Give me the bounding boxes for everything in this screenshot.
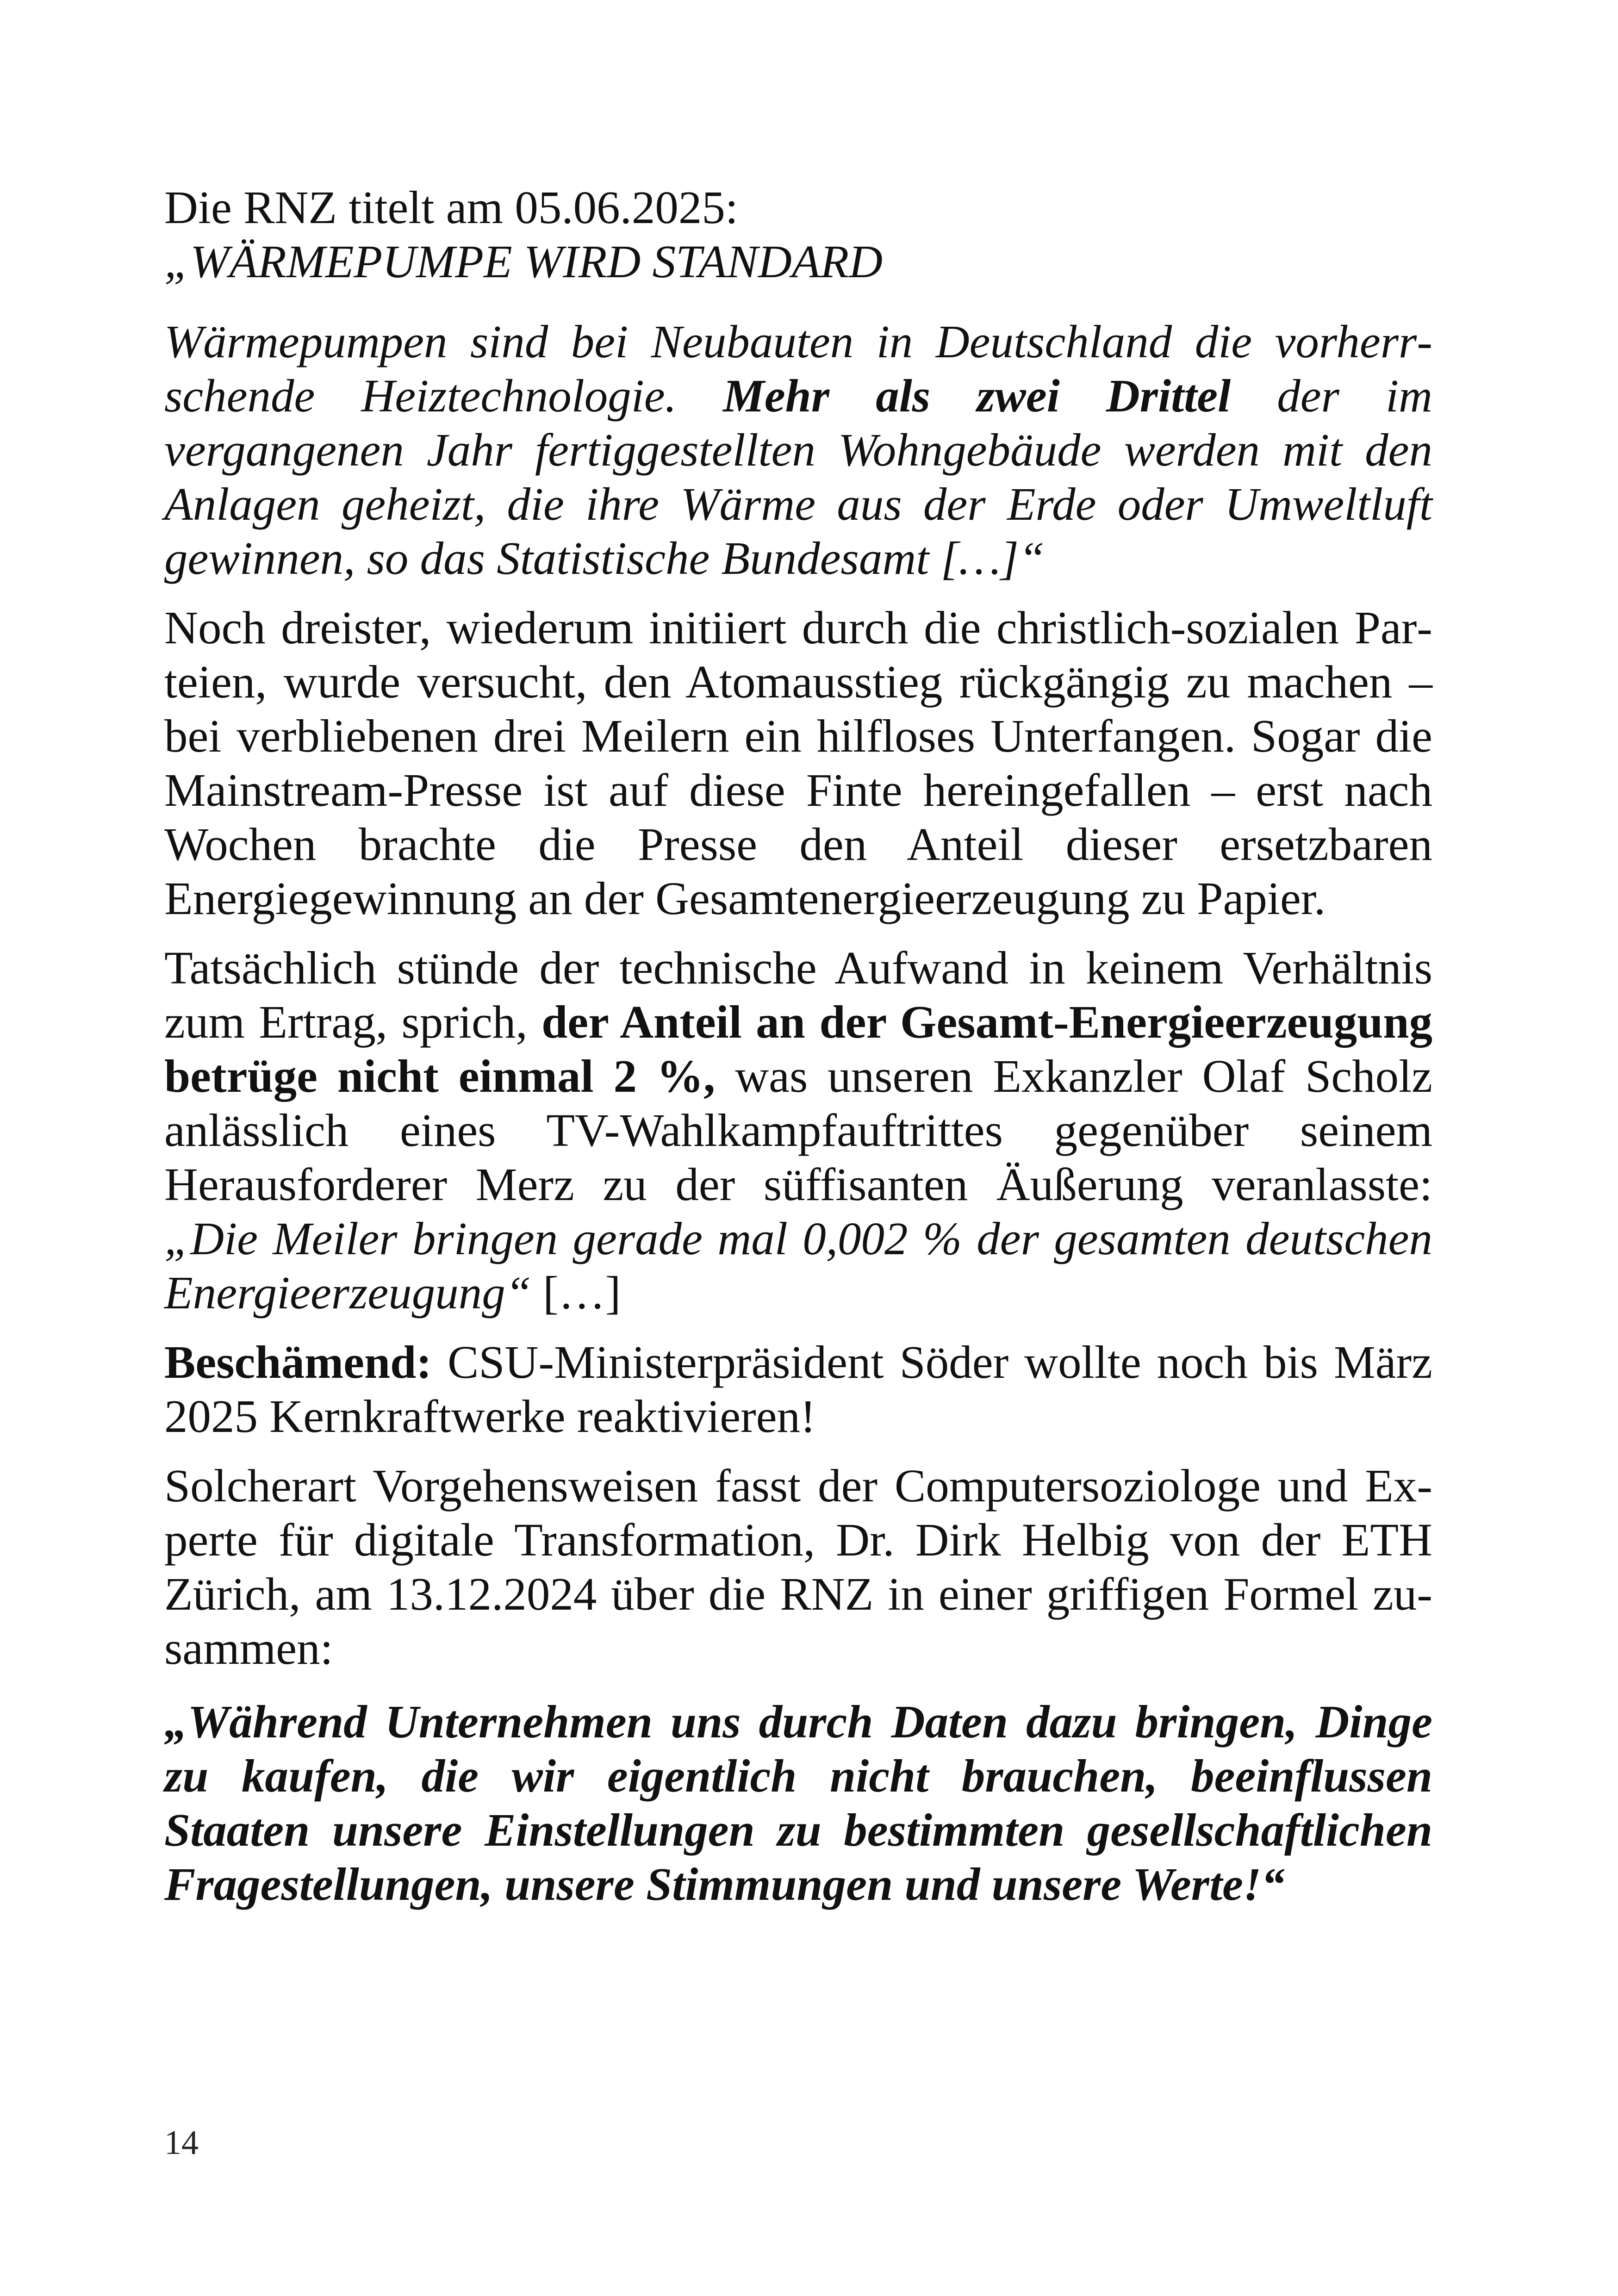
scholz-emphasis: der Anteil an der Gesamt-Energieerzeugung betrüge nicht einmal 2 %,	[164, 996, 1432, 1102]
intro-lead: Die RNZ titelt am 05.06.2025:	[164, 181, 738, 233]
soeder-text: CSU-Ministerpräsident Söder wollte noch bis März 2025 Kernkraftwerke reaktivieren!	[164, 1336, 1432, 1442]
scholz-text-1: Tatsächlich stünde der technische Aufwand in keinem Verhältnis zum Ertrag, sprich,	[164, 942, 1432, 1048]
rnz-quote-part2: der im vergangenen Jahr fertiggestellten Wohngebäude werden mit den Anlagen geheizt, die ihre Wärme aus der Erde oder Umweltluft gewinnen, so das Statistische Bundesamt […]“	[164, 370, 1432, 584]
page-number: 14	[164, 2124, 199, 2162]
paragraph-soeder	[164, 1335, 1432, 1444]
page-body	[164, 180, 1432, 1927]
paragraph-atom: Noch dreister, wiederum initiiert durch die christlich-sozialen Parteien, wurde versucht, den Atomausstieg rückgängig zu machen – bei verbliebenen drei Meilern ein hilfloses Unterfangen. Sogar die Mainstream-Presse ist auf diese Finte hereingefallen – erst nach Wochen brachte die Presse den Anteil dieser ersetzbaren Energiegewinnung an der Gesamtenergieerzeugung zu Papier.	[164, 602, 1432, 924]
rnz-quote-part1: Wärmepumpen sind bei Neubauten in Deutschland die vorherrschende Heiztechnologie.	[164, 316, 1432, 422]
scholz-text-2: was unseren Exkanzler Olaf Scholz anlässlich eines TV-Wahlkampfauftrittes gegenüber seinem Herausforderer Merz zu der süffisanten Äußerung veranlasste:	[164, 1050, 1432, 1210]
closing-quote: „Während Unternehmen uns durch Daten dazu bringen, Dinge zu kaufen, die wir eigentlich nicht brauchen, beeinflussen Staaten unsere Einstellungen zu bestimmten gesellschaftlichen Fragestellungen, unsere Stimmungen und unsere Werte!“	[164, 1696, 1432, 1910]
scholz-text-3: […]	[531, 1267, 621, 1319]
paragraph-scholz	[164, 941, 1432, 1320]
quote-headline: „WÄRMEPUMPE WIRD STANDARD	[164, 236, 883, 287]
intro-block	[164, 180, 1432, 289]
paragraph-helbig: Solcherart Vorgehensweisen fasst der Computersoziologe und Experte für digitale Transformation, Dr. Dirk Helbig von der ETH Zürich, am 13.12.2024 über die RNZ in einer griffigen Formel zusammen:	[164, 1460, 1432, 1674]
rnz-quote	[164, 315, 1432, 585]
rnz-quote-emphasis: Mehr als zwei Drittel	[723, 370, 1231, 422]
soeder-label: Beschämend:	[164, 1336, 432, 1388]
scholz-quote: „Die Meiler bringen gerade mal 0,002 % der gesamten deutschen Energieerzeugung“	[164, 1213, 1432, 1319]
